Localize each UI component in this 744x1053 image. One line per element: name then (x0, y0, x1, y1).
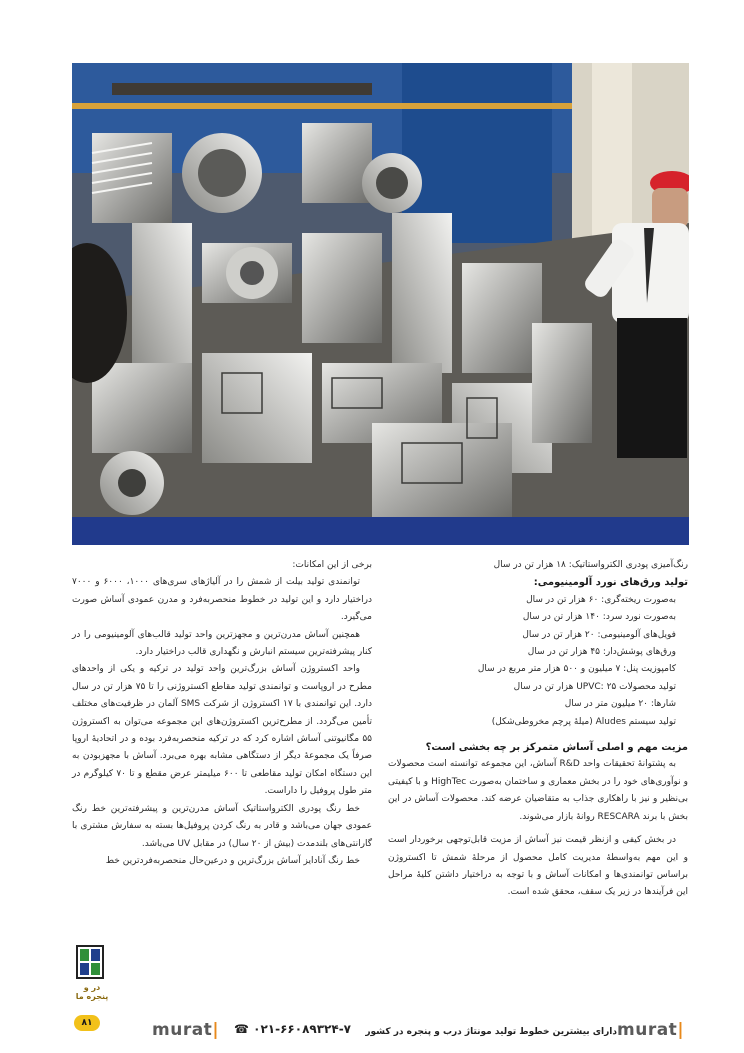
page-number: ۸۱ (74, 1015, 100, 1031)
body-paragraph: خط رنگ آنادایز آساش بزرگ‌ترین و درعین‌حال منحصربه‌فردترین خط (105, 855, 360, 866)
left-column (72, 557, 372, 870)
body-paragraph: واحد اکستروژن آساش بزرگ‌ترین واحد تولید در ترکیه و یکی از واحدهای مطرح در اروپاست و توانمندی تولید مقاطع اکستروژنی را تا ۷۵ هزار تن در سال دارد. این توانمندی با ۱۷ اکستروژن از شرکت SMS آلمان در ظرفیت‌های مختلف تأمین می‌گردد. از مطرح‌ترین اکستروژن‌های این مجموعه می‌توان به اکستروژن ۵۵ مگانیوتنی آساش اشاره کرد که در ترکیه منحصربه‌فرد بوده و در اتحادیهٔ اروپا صرفاً یک مجموعهٔ دیگر از دستگاهی مشابه بهره می‌برد. آساش با مجهزبودن به این دستگاه امکان تولید مقاطعی تا ۶۰۰ میلیمتر عرض مقطع و تا ۷۰ کیلوگرم در متر طول پروفیل را داراست. (72, 664, 372, 797)
phone-icon: ☎ (234, 1022, 249, 1036)
list-item: فویل‌های آلومینیومی: ۲۰ هزار تن در سال (522, 629, 676, 640)
murat-logo-right: murat| (617, 1020, 685, 1040)
capabilities-heading: برخی از این امکانات: (292, 560, 372, 570)
factory-photo (72, 63, 689, 518)
list-item: کامپوزیت پنل: ۷ میلیون و ۵۰۰ هزار متر مربع در سال (477, 664, 676, 675)
right-column (388, 557, 688, 902)
magazine-name: در و پنجره ما (75, 983, 109, 1001)
body-paragraph: توانمندی تولید بیلت از شمش را در آلیاژهای سری‌های ۱۰۰۰، ۶۰۰۰ و ۷۰۰۰ دراختیار دارد و این تولید در خطوط منحصربه‌فرد و مدرن عمودی آساش صورت می‌گیرد. (72, 577, 372, 623)
tagline: دارای بیشترین خطوط تولید مونتاژ درب و پنجره در کشور (365, 1027, 617, 1037)
list-item: به‌صورت ریخته‌گری: ۶۰ هزار تن در سال (526, 594, 676, 605)
body-paragraph: همچنین آساش مدرن‌ترین و مجهزترین واحد تولید قالب‌های آلومینیومی را در کنار پیشرفته‌ترین سیستم انبارش و نگهداری قالب دراختیار دارد. (72, 629, 372, 658)
window-logo-icon (76, 945, 104, 979)
advantage-paragraph: به پشتوانهٔ تحقیقات واحد R&D آساش، این مجموعه توانسته است محصولات و نوآوری‌های خود را در بخش معماری و ساختمان به‌صورت HighTec و با کیفیتی بی‌نظیر و نیز با راهکاری جذاب به متقاضیان عرضه کند. محصولات آساش در این بخش با برند RESCARA روانهٔ بازار می‌شوند. (388, 759, 688, 822)
list-item: تولید محصولات UPVC: ۲۵ هزار تن در سال (513, 681, 676, 692)
list-item: ورق‌های پوشش‌دار: ۴۵ هزار تن در سال (527, 647, 676, 658)
murat-logo-left: murat| (152, 1020, 220, 1040)
body-paragraph: خط رنگ پودری الکترواستاتیک آساش مدرن‌ترین و پیشرفته‌ترین خط رنگ عمودی جهان می‌باشد و قادر به رنگ کردن پروفیل‌ها بسته به سفارش مشتری با گارانتی‌های بلندمدت (بیش از ۲۰ سال) در مقابل UV می‌باشد. (72, 803, 372, 849)
advantage-heading: مزیت مهم و اصلی آساش متمرکز بر چه بخشی است؟ (425, 742, 688, 754)
decorative-blue-band (72, 517, 689, 545)
advantage-paragraph: در بخش کیفی و ازنظر قیمت نیز آساش از مزیت قابل‌توجهی برخوردار است و این مهم به‌واسطهٔ مدیریت کامل محصول از مرحلهٔ شمش تا اکستروژن براساس توانمندی‌ها و امکانات آساش و با توجه به دراختیار داشتن کلیهٔ مراحل این فرآیندها در زیر یک سقف، محقق شده است. (388, 835, 688, 898)
list-item: تولید سیستم Aludes (میلهٔ پرچم مخروطی‌شکل) (491, 716, 676, 727)
phone-number: ☎ ۰۲۱-۶۶۰۸۹۳۲۴-۷ (234, 1022, 351, 1036)
intro-line: رنگ‌آمیزی پودری الکترواستاتیک: ۱۸ هزار تن در سال (493, 560, 688, 570)
aluminium-profiles-illustration (72, 63, 689, 518)
footer (72, 1010, 689, 1050)
list-item: شارها: ۲۰ میلیون متر در سال (564, 699, 676, 710)
list-item: به‌صورت نورد سرد: ۱۴۰ هزار تن در سال (522, 612, 676, 623)
sheet-heading: تولید ورق‌های نورد آلومینیومی: (533, 577, 688, 589)
